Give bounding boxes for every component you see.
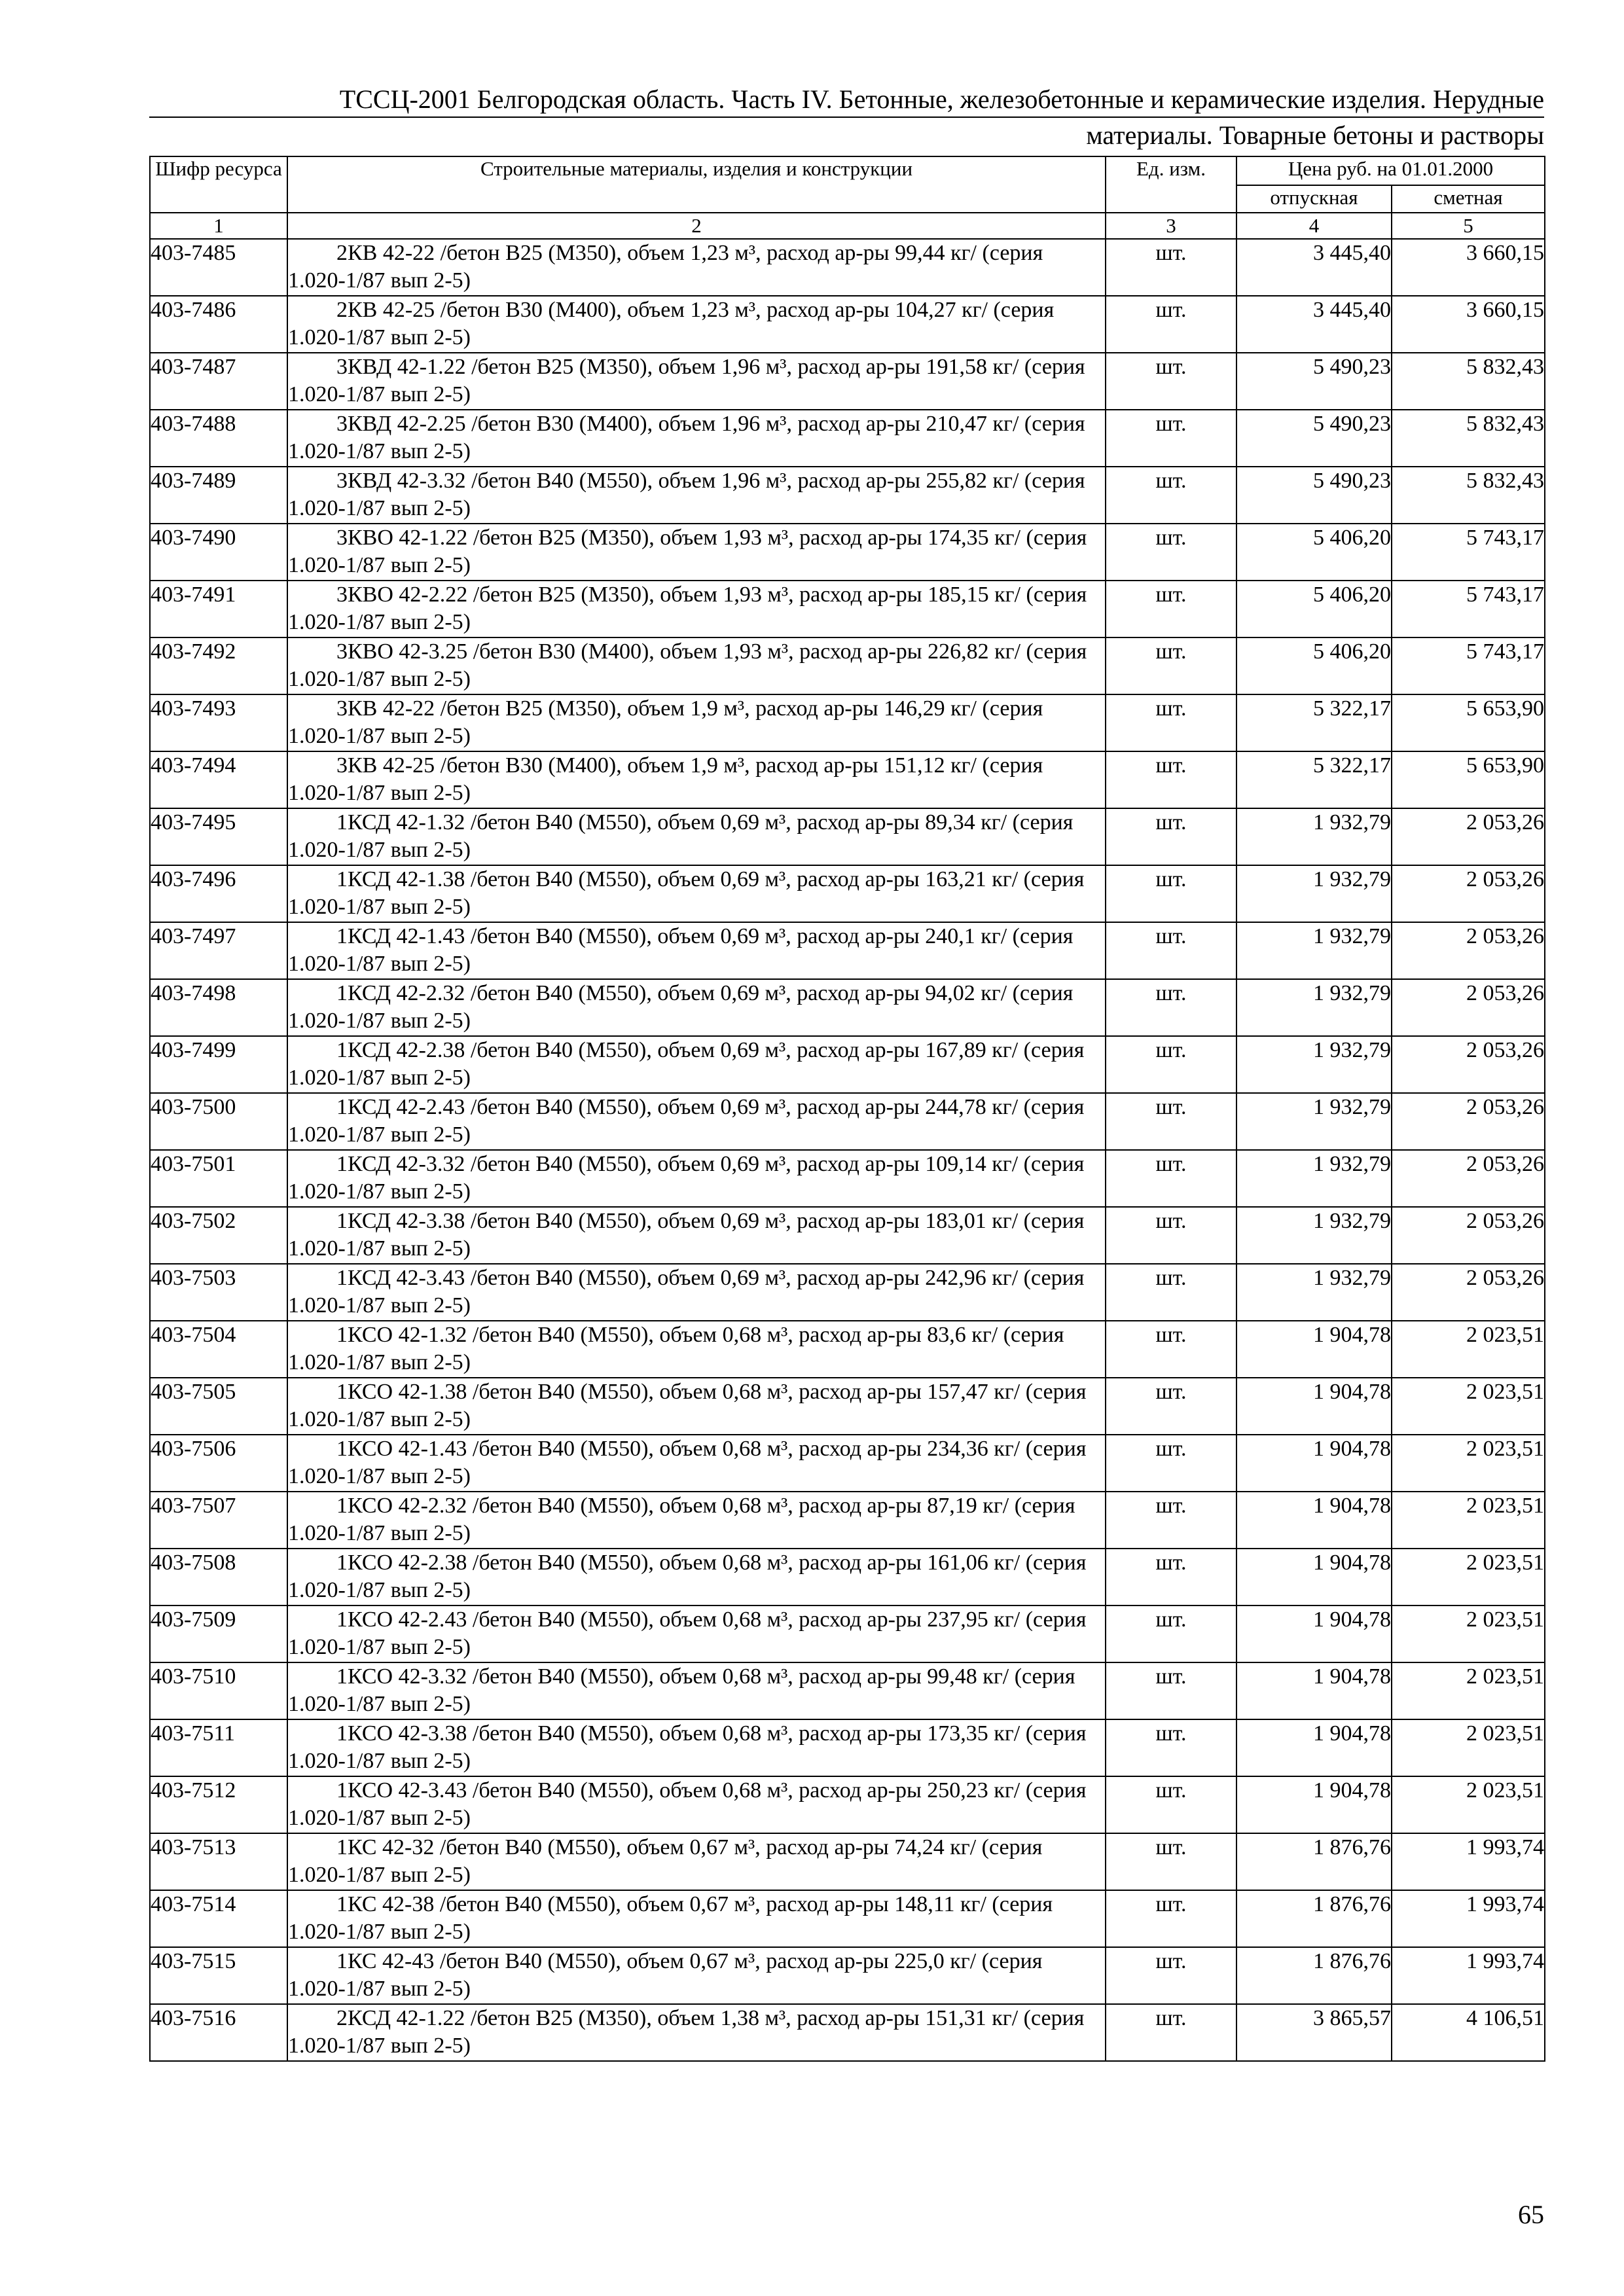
table-row xyxy=(150,1264,1545,1321)
material-description: 1КСД 42-3.32 /бетон В40 (М550), объем 0,69 м³, расход ар-ры 109,14 кг/ (серия 1.020-1/87 вып 2-5) xyxy=(288,1152,1085,1204)
release-price-cell: 1 904,78 xyxy=(1236,1662,1392,1719)
resource-code-cell: 403-7486 xyxy=(150,296,287,353)
table-row xyxy=(150,1093,1545,1150)
column-number-row xyxy=(150,213,1545,239)
material-description: 1КС 42-43 /бетон В40 (М550), объем 0,67 м³, расход ар-ры 225,0 кг/ (серия 1.020-1/87 вып 2-5) xyxy=(288,1949,1043,2001)
material-name-cell xyxy=(287,1719,1106,1776)
material-description: 1КСО 42-3.32 /бетон В40 (М550), объем 0,68 м³, расход ар-ры 99,48 кг/ (серия 1.020-1/87 вып 2-5) xyxy=(288,1664,1075,1716)
material-name-cell xyxy=(287,353,1106,410)
estimate-price-cell: 5 743,17 xyxy=(1392,524,1545,581)
unit-cell: шт. xyxy=(1106,353,1236,410)
unit-cell: шт. xyxy=(1106,467,1236,524)
resource-code-cell: 403-7489 xyxy=(150,467,287,524)
resource-code-cell: 403-7498 xyxy=(150,979,287,1036)
header-price: Цена руб. на 01.01.2000 xyxy=(1236,156,1545,185)
material-description: 1КСО 42-2.43 /бетон В40 (М550), объем 0,68 м³, расход ар-ры 237,95 кг/ (серия 1.020-1/87 вып 2-5) xyxy=(288,1607,1087,1659)
material-name-cell xyxy=(287,1605,1106,1662)
unit-cell: шт. xyxy=(1106,410,1236,467)
estimate-price-cell: 1 993,74 xyxy=(1392,1947,1545,2004)
table-row xyxy=(150,922,1545,979)
release-price-cell: 5 322,17 xyxy=(1236,751,1392,808)
resource-code-cell: 403-7499 xyxy=(150,1036,287,1093)
material-name-cell xyxy=(287,581,1106,637)
release-price-cell: 1 932,79 xyxy=(1236,1150,1392,1207)
table-row xyxy=(150,1719,1545,1776)
unit-cell: шт. xyxy=(1106,581,1236,637)
material-description: 1КСД 42-1.43 /бетон В40 (М550), объем 0,69 м³, расход ар-ры 240,1 кг/ (серия 1.020-1/87 вып 2-5) xyxy=(288,924,1074,976)
material-description: 1КСО 42-2.38 /бетон В40 (М550), объем 0,68 м³, расход ар-ры 161,06 кг/ (серия 1.020-1/87 вып 2-5) xyxy=(288,1551,1087,1602)
resource-code-cell: 403-7485 xyxy=(150,239,287,296)
material-description: 3КВД 42-1.22 /бетон В25 (М350), объем 1,96 м³, расход ар-ры 191,58 кг/ (серия 1.020-1/87 вып 2-5) xyxy=(288,355,1085,406)
release-price-cell: 1 904,78 xyxy=(1236,1776,1392,1833)
estimate-price-cell: 2 023,51 xyxy=(1392,1492,1545,1549)
release-price-cell: 1 904,78 xyxy=(1236,1605,1392,1662)
column-number: 4 xyxy=(1236,213,1392,239)
table-row xyxy=(150,1036,1545,1093)
release-price-cell: 1 932,79 xyxy=(1236,1036,1392,1093)
release-price-cell: 1 904,78 xyxy=(1236,1492,1392,1549)
table-row xyxy=(150,1833,1545,1890)
unit-cell: шт. xyxy=(1106,808,1236,865)
material-description: 1КСО 42-3.38 /бетон В40 (М550), объем 0,68 м³, расход ар-ры 173,35 кг/ (серия 1.020-1/87 вып 2-5) xyxy=(288,1721,1087,1773)
material-description: 2КСД 42-1.22 /бетон В25 (М350), объем 1,38 м³, расход ар-ры 151,31 кг/ (серия 1.020-1/87 вып 2-5) xyxy=(288,2006,1085,2058)
resource-code-cell: 403-7505 xyxy=(150,1378,287,1435)
table-row xyxy=(150,865,1545,922)
unit-cell: шт. xyxy=(1106,524,1236,581)
table-row xyxy=(150,808,1545,865)
estimate-price-cell: 2 053,26 xyxy=(1392,1150,1545,1207)
column-number: 5 xyxy=(1392,213,1545,239)
material-name-cell xyxy=(287,239,1106,296)
estimate-price-cell: 3 660,15 xyxy=(1392,239,1545,296)
header-estimate-price: сметная xyxy=(1392,185,1545,213)
unit-cell: шт. xyxy=(1106,1833,1236,1890)
unit-cell: шт. xyxy=(1106,1776,1236,1833)
estimate-price-cell: 5 832,43 xyxy=(1392,467,1545,524)
release-price-cell: 5 406,20 xyxy=(1236,637,1392,694)
estimate-price-cell: 1 993,74 xyxy=(1392,1890,1545,1947)
estimate-price-cell: 2 023,51 xyxy=(1392,1605,1545,1662)
estimate-price-cell: 2 023,51 xyxy=(1392,1549,1545,1605)
material-description: 1КС 42-32 /бетон В40 (М550), объем 0,67 м³, расход ар-ры 74,24 кг/ (серия 1.020-1/87 вып 2-5) xyxy=(288,1835,1043,1887)
resource-code-cell: 403-7500 xyxy=(150,1093,287,1150)
release-price-cell: 5 322,17 xyxy=(1236,694,1392,751)
material-description: 1КСО 42-2.32 /бетон В40 (М550), объем 0,68 м³, расход ар-ры 87,19 кг/ (серия 1.020-1/87 вып 2-5) xyxy=(288,1494,1075,1545)
resource-code-cell: 403-7511 xyxy=(150,1719,287,1776)
material-description: 1КСД 42-3.43 /бетон В40 (М550), объем 0,69 м³, расход ар-ры 242,96 кг/ (серия 1.020-1/87 вып 2-5) xyxy=(288,1266,1085,1318)
estimate-price-cell: 5 832,43 xyxy=(1392,353,1545,410)
estimate-price-cell: 5 832,43 xyxy=(1392,410,1545,467)
resource-code-cell: 403-7501 xyxy=(150,1150,287,1207)
table-row xyxy=(150,2004,1545,2061)
release-price-cell: 1 904,78 xyxy=(1236,1321,1392,1378)
release-price-cell: 3 445,40 xyxy=(1236,239,1392,296)
table-row xyxy=(150,239,1545,296)
release-price-cell: 1 904,78 xyxy=(1236,1719,1392,1776)
resource-code-cell: 403-7495 xyxy=(150,808,287,865)
resource-code-cell: 403-7504 xyxy=(150,1321,287,1378)
material-description: 3КВО 42-2.22 /бетон В25 (М350), объем 1,93 м³, расход ар-ры 185,15 кг/ (серия 1.020-1/87 вып 2-5) xyxy=(288,583,1087,634)
estimate-price-cell: 5 653,90 xyxy=(1392,694,1545,751)
estimate-price-cell: 5 743,17 xyxy=(1392,637,1545,694)
unit-cell: шт. xyxy=(1106,637,1236,694)
header-name: Строительные материалы, изделия и конструкции xyxy=(287,156,1106,213)
material-description: 3КВ 42-22 /бетон В25 (М350), объем 1,9 м³, расход ар-ры 146,29 кг/ (серия 1.020-1/87 вып 2-5) xyxy=(288,696,1043,748)
material-name-cell xyxy=(287,922,1106,979)
header-code: Шифр ресурса xyxy=(150,156,287,213)
header-unit: Ед. изм. xyxy=(1106,156,1236,213)
resource-code-cell: 403-7510 xyxy=(150,1662,287,1719)
column-number: 3 xyxy=(1106,213,1236,239)
estimate-price-cell: 2 053,26 xyxy=(1392,979,1545,1036)
resource-code-cell: 403-7514 xyxy=(150,1890,287,1947)
estimate-price-cell: 5 743,17 xyxy=(1392,581,1545,637)
material-name-cell xyxy=(287,1207,1106,1264)
release-price-cell: 1 932,79 xyxy=(1236,808,1392,865)
release-price-cell: 1 932,79 xyxy=(1236,865,1392,922)
unit-cell: шт. xyxy=(1106,1150,1236,1207)
estimate-price-cell: 2 023,51 xyxy=(1392,1378,1545,1435)
estimate-price-cell: 2 053,26 xyxy=(1392,1264,1545,1321)
material-name-cell xyxy=(287,1093,1106,1150)
table-row xyxy=(150,296,1545,353)
unit-cell: шт. xyxy=(1106,1378,1236,1435)
material-name-cell xyxy=(287,865,1106,922)
material-name-cell xyxy=(287,979,1106,1036)
resource-code-cell: 403-7491 xyxy=(150,581,287,637)
resource-code-cell: 403-7516 xyxy=(150,2004,287,2061)
material-name-cell xyxy=(287,1662,1106,1719)
resource-code-cell: 403-7509 xyxy=(150,1605,287,1662)
material-name-cell xyxy=(287,1378,1106,1435)
material-name-cell xyxy=(287,1549,1106,1605)
material-description: 1КСД 42-2.32 /бетон В40 (М550), объем 0,69 м³, расход ар-ры 94,02 кг/ (серия 1.020-1/87 вып 2-5) xyxy=(288,981,1074,1033)
material-description: 3КВД 42-2.25 /бетон В30 (М400), объем 1,96 м³, расход ар-ры 210,47 кг/ (серия 1.020-1/87 вып 2-5) xyxy=(288,412,1085,463)
table-row xyxy=(150,1378,1545,1435)
material-name-cell xyxy=(287,2004,1106,2061)
material-name-cell xyxy=(287,1264,1106,1321)
table-row xyxy=(150,1549,1545,1605)
release-price-cell: 1 904,78 xyxy=(1236,1378,1392,1435)
unit-cell: шт. xyxy=(1106,1947,1236,2004)
release-price-cell: 3 445,40 xyxy=(1236,296,1392,353)
unit-cell: шт. xyxy=(1106,296,1236,353)
table-row xyxy=(150,1207,1545,1264)
header-rule xyxy=(149,117,1544,118)
estimate-price-cell: 2 023,51 xyxy=(1392,1435,1545,1492)
unit-cell: шт. xyxy=(1106,1036,1236,1093)
material-description: 1КСД 42-1.38 /бетон В40 (М550), объем 0,69 м³, расход ар-ры 163,21 кг/ (серия 1.020-1/87 вып 2-5) xyxy=(288,867,1085,919)
material-description: 1КСД 42-1.32 /бетон В40 (М550), объем 0,69 м³, расход ар-ры 89,34 кг/ (серия 1.020-1/87 вып 2-5) xyxy=(288,810,1074,862)
estimate-price-cell: 2 053,26 xyxy=(1392,922,1545,979)
material-description: 3КВ 42-25 /бетон В30 (М400), объем 1,9 м³, расход ар-ры 151,12 кг/ (серия 1.020-1/87 вып 2-5) xyxy=(288,753,1043,805)
unit-cell: шт. xyxy=(1106,1719,1236,1776)
unit-cell: шт. xyxy=(1106,865,1236,922)
material-description: 1КСО 42-1.32 /бетон В40 (М550), объем 0,68 м³, расход ар-ры 83,6 кг/ (серия 1.020-1/87 вып 2-5) xyxy=(288,1323,1064,1374)
table-row xyxy=(150,1321,1545,1378)
header-title-line1: ТССЦ-2001 Белгородская область. Часть IV. Бетонные, железобетонные и керамические изделия. Нерудные xyxy=(339,84,1544,114)
material-name-cell xyxy=(287,1947,1106,2004)
unit-cell: шт. xyxy=(1106,1321,1236,1378)
estimate-price-cell: 2 053,26 xyxy=(1392,1093,1545,1150)
table-row xyxy=(150,1150,1545,1207)
table-row xyxy=(150,637,1545,694)
material-description: 1КСД 42-2.43 /бетон В40 (М550), объем 0,69 м³, расход ар-ры 244,78 кг/ (серия 1.020-1/87 вып 2-5) xyxy=(288,1095,1085,1147)
material-name-cell xyxy=(287,808,1106,865)
material-description: 3КВО 42-3.25 /бетон В30 (М400), объем 1,93 м³, расход ар-ры 226,82 кг/ (серия 1.020-1/87 вып 2-5) xyxy=(288,639,1087,691)
release-price-cell: 1 876,76 xyxy=(1236,1947,1392,2004)
unit-cell: шт. xyxy=(1106,2004,1236,2061)
release-price-cell: 5 490,23 xyxy=(1236,410,1392,467)
resource-code-cell: 403-7512 xyxy=(150,1776,287,1833)
resource-code-cell: 403-7503 xyxy=(150,1264,287,1321)
material-name-cell xyxy=(287,1890,1106,1947)
header-title-line2: материалы. Товарные бетоны и растворы xyxy=(1086,120,1544,150)
resource-code-cell: 403-7496 xyxy=(150,865,287,922)
material-description: 1КСД 42-2.38 /бетон В40 (М550), объем 0,69 м³, расход ар-ры 167,89 кг/ (серия 1.020-1/87 вып 2-5) xyxy=(288,1038,1085,1090)
release-price-cell: 1 904,78 xyxy=(1236,1435,1392,1492)
material-name-cell xyxy=(287,1833,1106,1890)
table-row xyxy=(150,581,1545,637)
estimate-price-cell: 4 106,51 xyxy=(1392,2004,1545,2061)
header-release-price: отпускная xyxy=(1236,185,1392,213)
release-price-cell: 1 876,76 xyxy=(1236,1890,1392,1947)
table-row xyxy=(150,979,1545,1036)
estimate-price-cell: 2 053,26 xyxy=(1392,1207,1545,1264)
unit-cell: шт. xyxy=(1106,694,1236,751)
material-description: 3КВО 42-1.22 /бетон В25 (М350), объем 1,93 м³, расход ар-ры 174,35 кг/ (серия 1.020-1/87 вып 2-5) xyxy=(288,526,1087,577)
material-name-cell xyxy=(287,524,1106,581)
table-row xyxy=(150,694,1545,751)
material-description: 3КВД 42-3.32 /бетон В40 (М550), объем 1,96 м³, расход ар-ры 255,82 кг/ (серия 1.020-1/87 вып 2-5) xyxy=(288,469,1085,520)
release-price-cell: 5 490,23 xyxy=(1236,467,1392,524)
unit-cell: шт. xyxy=(1106,239,1236,296)
resource-code-cell: 403-7490 xyxy=(150,524,287,581)
unit-cell: шт. xyxy=(1106,979,1236,1036)
estimate-price-cell: 2 023,51 xyxy=(1392,1321,1545,1378)
release-price-cell: 1 904,78 xyxy=(1236,1549,1392,1605)
table-row xyxy=(150,1947,1545,2004)
table-row xyxy=(150,1605,1545,1662)
release-price-cell: 1 932,79 xyxy=(1236,1093,1392,1150)
estimate-price-cell: 2 023,51 xyxy=(1392,1662,1545,1719)
table-row xyxy=(150,1492,1545,1549)
estimate-price-cell: 2 023,51 xyxy=(1392,1776,1545,1833)
material-name-cell xyxy=(287,410,1106,467)
release-price-cell: 1 932,79 xyxy=(1236,1207,1392,1264)
material-name-cell xyxy=(287,1150,1106,1207)
material-description: 2КВ 42-22 /бетон В25 (М350), объем 1,23 м³, расход ар-ры 99,44 кг/ (серия 1.020-1/87 вып 2-5) xyxy=(288,241,1043,293)
unit-cell: шт. xyxy=(1106,751,1236,808)
material-name-cell xyxy=(287,751,1106,808)
table-row xyxy=(150,524,1545,581)
material-description: 1КСО 42-3.43 /бетон В40 (М550), объем 0,68 м³, расход ар-ры 250,23 кг/ (серия 1.020-1/87 вып 2-5) xyxy=(288,1778,1087,1830)
release-price-cell: 5 490,23 xyxy=(1236,353,1392,410)
resource-code-cell: 403-7507 xyxy=(150,1492,287,1549)
material-description: 1КС 42-38 /бетон В40 (М550), объем 0,67 м³, расход ар-ры 148,11 кг/ (серия 1.020-1/87 вып 2-5) xyxy=(288,1892,1053,1944)
material-name-cell xyxy=(287,694,1106,751)
material-name-cell xyxy=(287,637,1106,694)
unit-cell: шт. xyxy=(1106,922,1236,979)
table-row xyxy=(150,1662,1545,1719)
table-row xyxy=(150,353,1545,410)
material-description: 1КСО 42-1.38 /бетон В40 (М550), объем 0,68 м³, расход ар-ры 157,47 кг/ (серия 1.020-1/87 вып 2-5) xyxy=(288,1380,1087,1431)
resource-code-cell: 403-7508 xyxy=(150,1549,287,1605)
table-row xyxy=(150,467,1545,524)
column-number: 2 xyxy=(287,213,1106,239)
resource-code-cell: 403-7497 xyxy=(150,922,287,979)
unit-cell: шт. xyxy=(1106,1605,1236,1662)
estimate-price-cell: 5 653,90 xyxy=(1392,751,1545,808)
material-name-cell xyxy=(287,1492,1106,1549)
release-price-cell: 5 406,20 xyxy=(1236,581,1392,637)
table-row xyxy=(150,410,1545,467)
column-number: 1 xyxy=(150,213,287,239)
estimate-price-cell: 2 053,26 xyxy=(1392,1036,1545,1093)
material-description: 1КСО 42-1.43 /бетон В40 (М550), объем 0,68 м³, расход ар-ры 234,36 кг/ (серия 1.020-1/87 вып 2-5) xyxy=(288,1437,1087,1488)
release-price-cell: 1 932,79 xyxy=(1236,922,1392,979)
unit-cell: шт. xyxy=(1106,1662,1236,1719)
resource-code-cell: 403-7506 xyxy=(150,1435,287,1492)
material-name-cell xyxy=(287,1036,1106,1093)
resource-code-cell: 403-7513 xyxy=(150,1833,287,1890)
estimate-price-cell: 2 053,26 xyxy=(1392,865,1545,922)
estimate-price-cell: 2 053,26 xyxy=(1392,808,1545,865)
resource-code-cell: 403-7488 xyxy=(150,410,287,467)
unit-cell: шт. xyxy=(1106,1549,1236,1605)
page-header xyxy=(149,84,1544,151)
resource-code-cell: 403-7502 xyxy=(150,1207,287,1264)
material-name-cell xyxy=(287,1776,1106,1833)
material-name-cell xyxy=(287,296,1106,353)
table-header-row xyxy=(150,156,1545,185)
release-price-cell: 1 932,79 xyxy=(1236,1264,1392,1321)
material-name-cell xyxy=(287,1435,1106,1492)
resource-code-cell: 403-7487 xyxy=(150,353,287,410)
release-price-cell: 1 876,76 xyxy=(1236,1833,1392,1890)
table-row xyxy=(150,1776,1545,1833)
estimate-price-cell: 2 023,51 xyxy=(1392,1719,1545,1776)
price-table xyxy=(149,156,1545,2062)
unit-cell: шт. xyxy=(1106,1207,1236,1264)
page-number: 65 xyxy=(1518,2200,1544,2229)
unit-cell: шт. xyxy=(1106,1093,1236,1150)
unit-cell: шт. xyxy=(1106,1492,1236,1549)
estimate-price-cell: 1 993,74 xyxy=(1392,1833,1545,1890)
material-name-cell xyxy=(287,467,1106,524)
unit-cell: шт. xyxy=(1106,1890,1236,1947)
resource-code-cell: 403-7494 xyxy=(150,751,287,808)
unit-cell: шт. xyxy=(1106,1264,1236,1321)
resource-code-cell: 403-7493 xyxy=(150,694,287,751)
release-price-cell: 5 406,20 xyxy=(1236,524,1392,581)
unit-cell: шт. xyxy=(1106,1435,1236,1492)
table-row xyxy=(150,751,1545,808)
material-name-cell xyxy=(287,1321,1106,1378)
material-description: 2КВ 42-25 /бетон В30 (М400), объем 1,23 м³, расход ар-ры 104,27 кг/ (серия 1.020-1/87 вып 2-5) xyxy=(288,298,1055,350)
resource-code-cell: 403-7515 xyxy=(150,1947,287,2004)
material-description: 1КСД 42-3.38 /бетон В40 (М550), объем 0,69 м³, расход ар-ры 183,01 кг/ (серия 1.020-1/87 вып 2-5) xyxy=(288,1209,1085,1261)
release-price-cell: 1 932,79 xyxy=(1236,979,1392,1036)
table-row xyxy=(150,1435,1545,1492)
estimate-price-cell: 3 660,15 xyxy=(1392,296,1545,353)
release-price-cell: 3 865,57 xyxy=(1236,2004,1392,2061)
resource-code-cell: 403-7492 xyxy=(150,637,287,694)
table-row xyxy=(150,1890,1545,1947)
